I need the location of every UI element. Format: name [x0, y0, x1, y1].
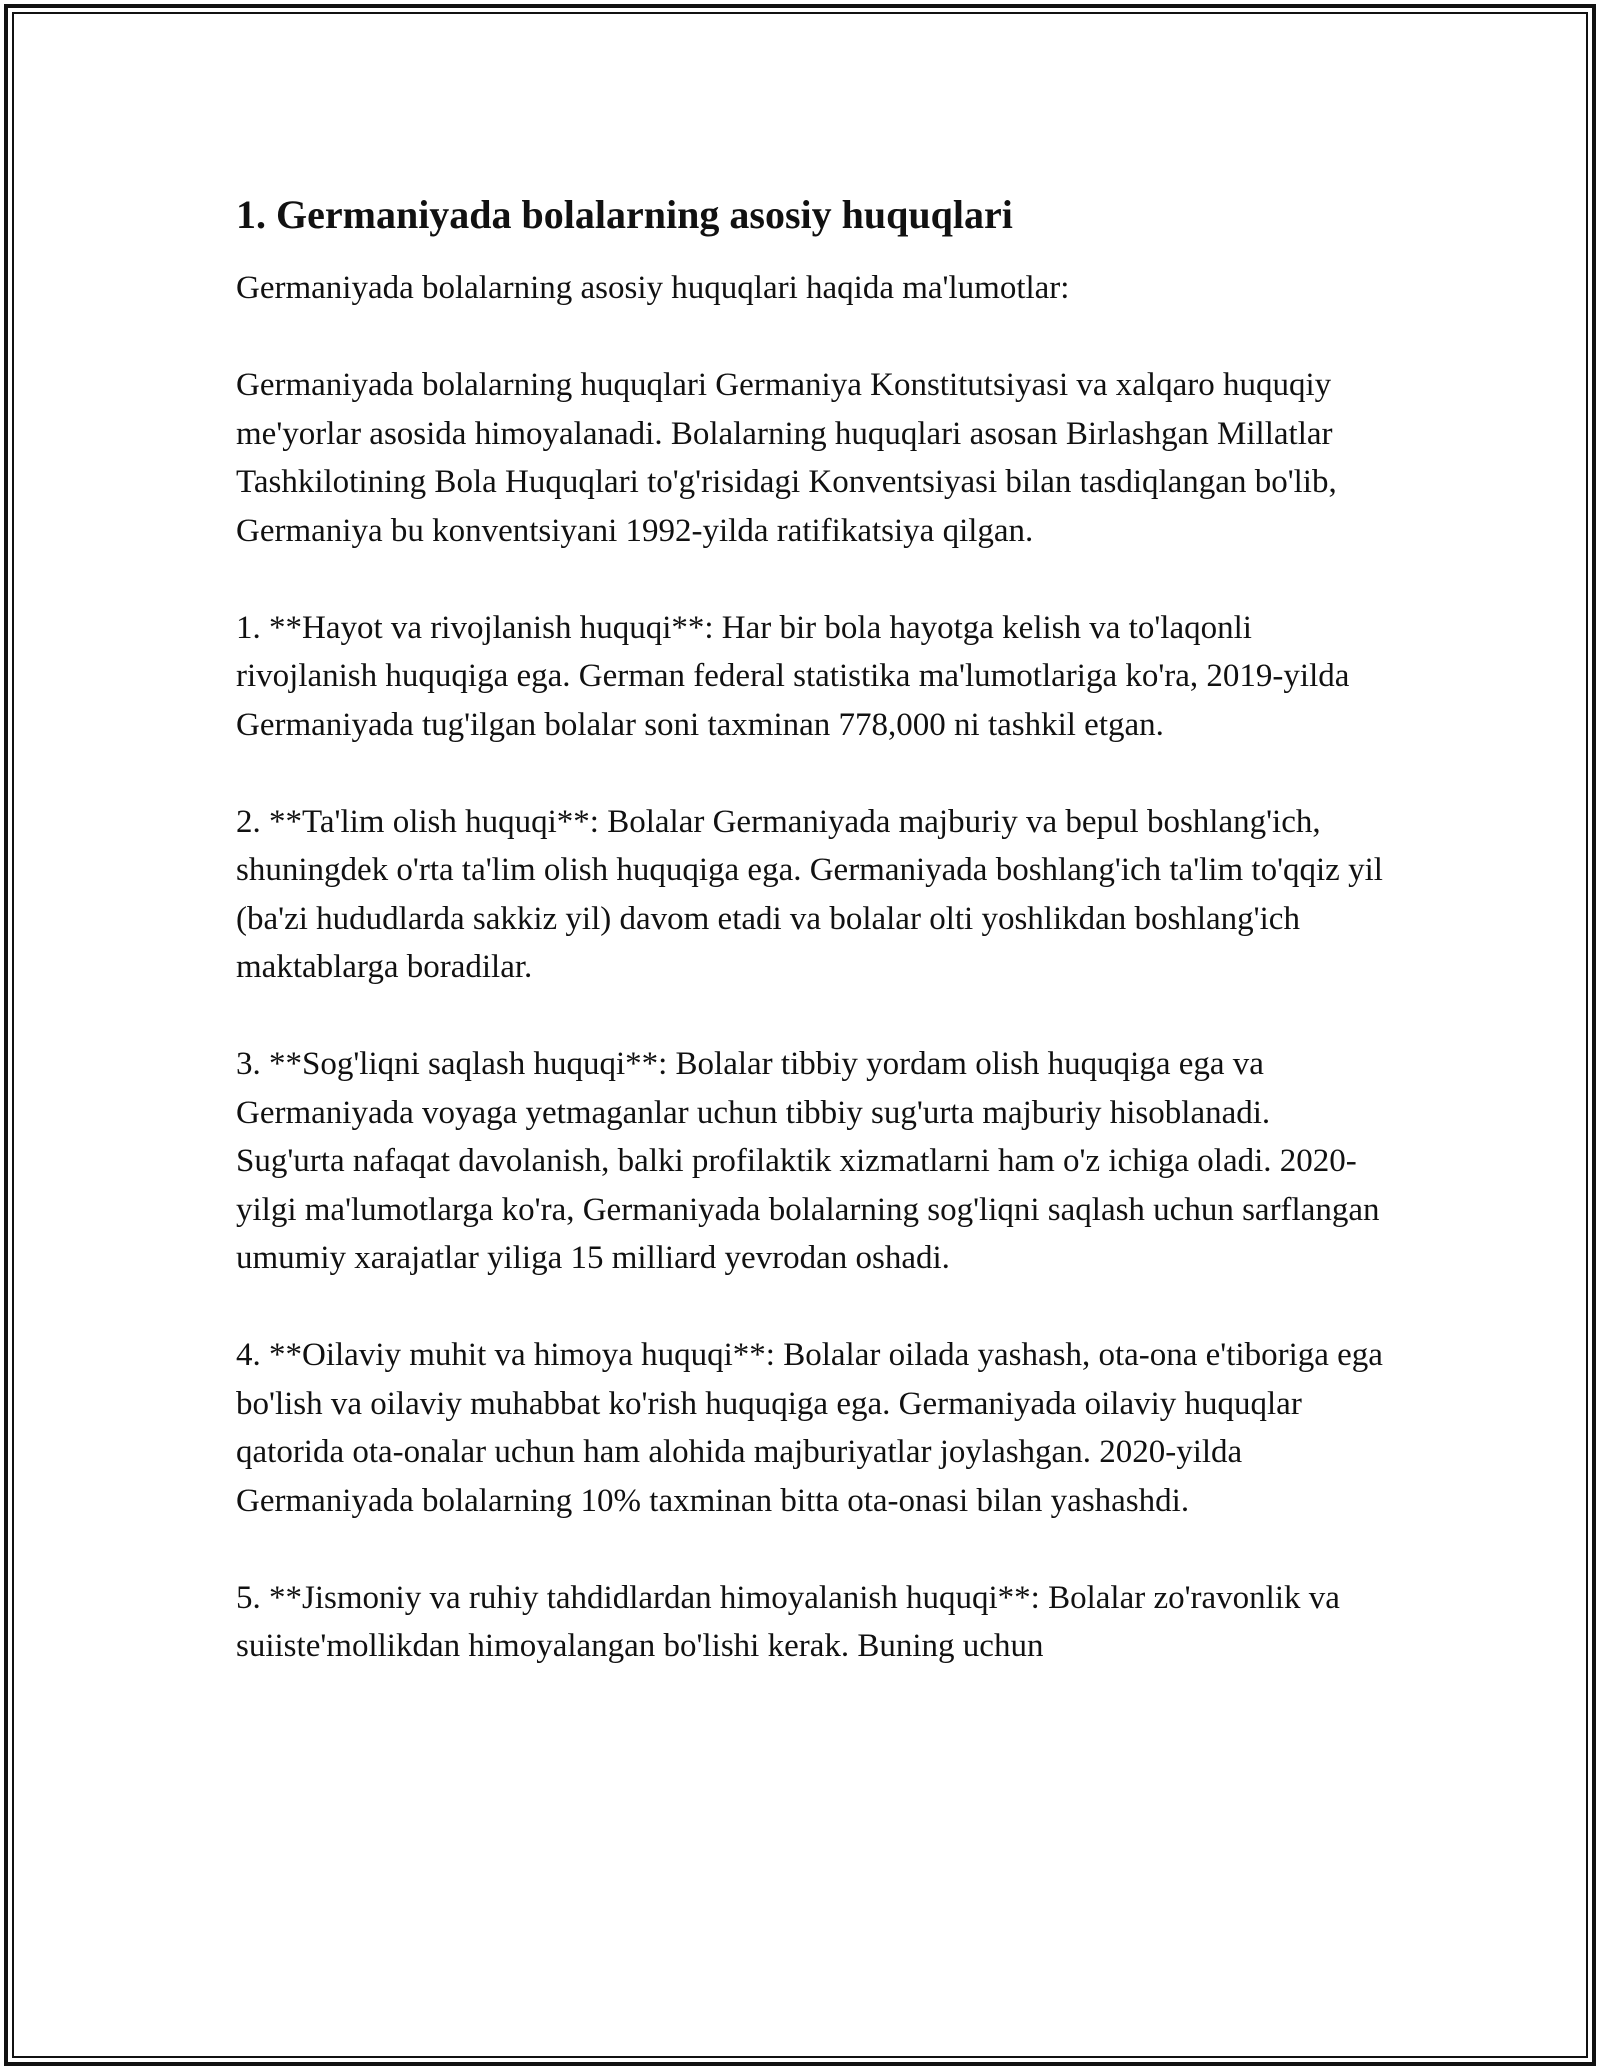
right-2-paragraph: 2. **Ta'lim olish huquqi**: Bolalar Germaniyada majburiy va bepul boshlang'ich, shuningdek o'rta ta'lim olish huquqiga ega. Germaniyada boshlang'ich ta'lim to'qqiz yil (ba'zi hududlarda sakkiz yil) davom etadi va bolalar olti yoshlikdan boshlang'ich maktablarga boradilar.: [236, 803, 1383, 985]
document-title: 1. Germaniyada bolalarning asosiy huquqlari: [236, 192, 1013, 237]
intro-paragraph: Germaniyada bolalarning asosiy huquqlari haqida ma'lumotlar:: [236, 270, 1070, 306]
overview-paragraph: Germaniyada bolalarning huquqlari Germaniya Konstitutsiyasi va xalqaro huquqiy me'yorlar asosida himoyalanadi. Bolalarning huquqlari asosan Birlashgan Millatlar Tashkilotining Bola Huquqlari to'g'risidagi Konventsiyasi bilan tasdiqlangan bo'lib, Germaniya bu konventsiyani 1992-yilda ratifikatsiya qilgan.: [236, 367, 1337, 549]
right-5-paragraph: 5. **Jismoniy va ruhiy tahdidlardan himoyalanish huquqi**: Bolalar zo'ravonlik va suiiste'mollikdan himoyalangan bo'lishi kerak. Buning uchun: [236, 1579, 1340, 1664]
right-4-paragraph: 4. **Oilaviy muhit va himoya huquqi**: Bolalar oilada yashash, ota-ona e'tiboriga ega bo'lish va oilaviy muhabbat ko'rish huquqiga ega. Germaniyada oilaviy huquqlar qatorida ota-onalar uchun ham alohida majburiyatlar joylashgan. 2020-yilda Germaniyada bolalarning 10% taxminan bitta ota-onasi bilan yashashdi.: [236, 1337, 1383, 1519]
right-1-paragraph: 1. **Hayot va rivojlanish huquqi**: Har bir bola hayotga kelish va to'laqonli rivojlanish huquqiga ega. German federal statistika ma'lumotlariga ko'ra, 2019-yilda Germaniyada tug'ilgan bolalar soni taxminan 778,000 ni tashkil etgan.: [236, 609, 1350, 743]
right-3-paragraph: 3. **Sog'liqni saqlash huquqi**: Bolalar tibbiy yordam olish huquqiga ega va Germaniyada voyaga yetmaganlar uchun tibbiy sug'urta majburiy hisoblanadi. Sug'urta nafaqat davolanish, balki profilaktik xizmatlarni ham o'z ichiga oladi. 2020-yilgi ma'lumotlarga ko'ra, Germaniyada bolalarning sog'liqni saqlash uchun sarflangan umumiy xarajatlar yiliga 15 milliard yevrodan oshadi.: [236, 1046, 1380, 1276]
document-body: [236, 190, 1386, 1671]
